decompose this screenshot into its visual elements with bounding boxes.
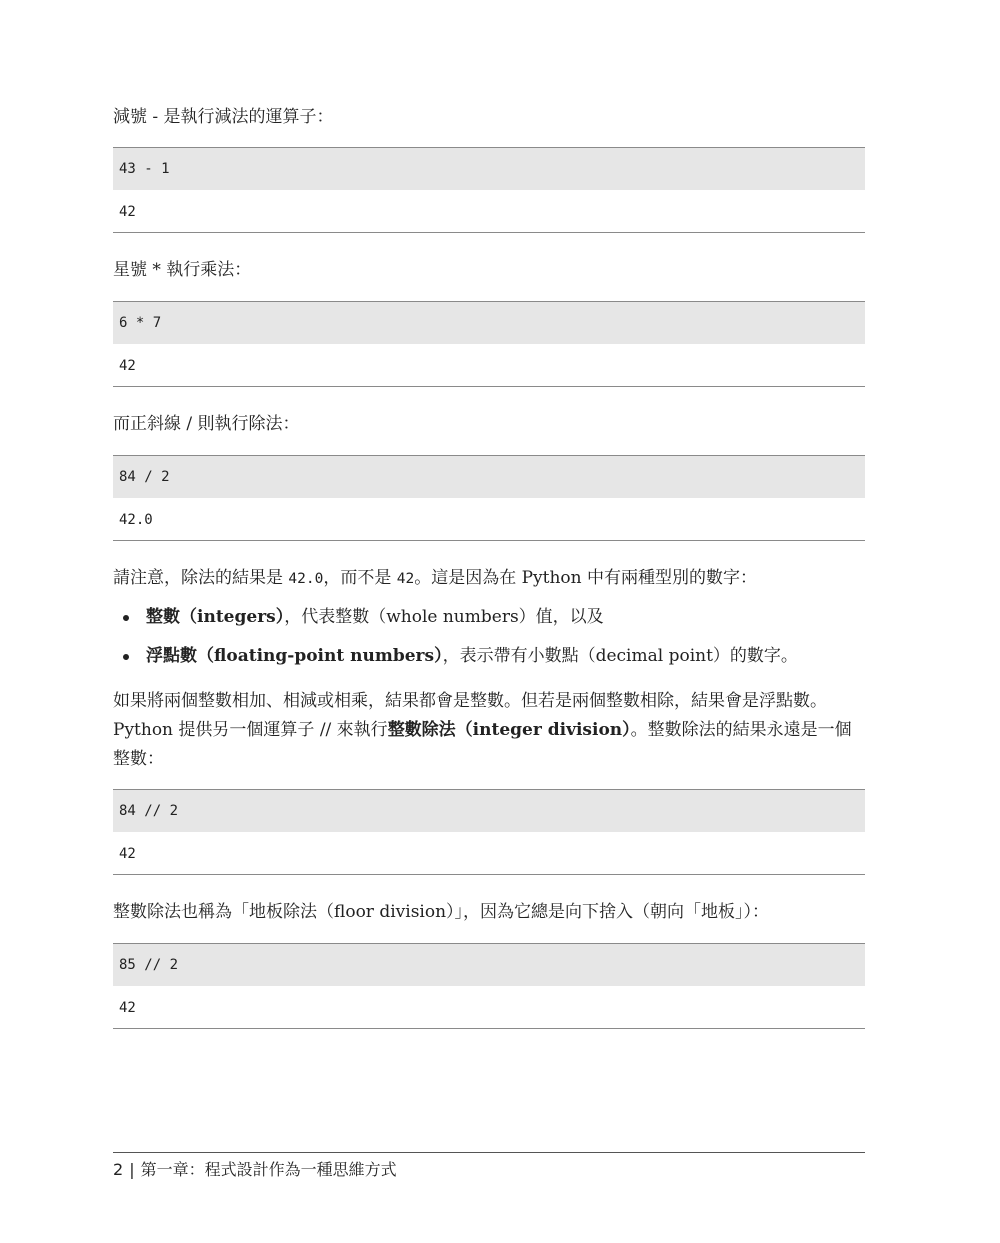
code-input: 85 // 2 (113, 944, 865, 986)
footer-divider (113, 1152, 865, 1153)
code-output: 42 (119, 358, 136, 374)
text: ，而不是 (323, 568, 397, 588)
text: 。這是因為在 Python 中有兩種型別的數字： (414, 568, 758, 588)
code-block-division (113, 455, 865, 541)
chapter-title: 第一章：程式設計作為一種思維方式 (140, 1160, 397, 1179)
bullet-list (113, 603, 865, 681)
bold-term: 整數（integers） (146, 607, 285, 627)
bold-term: 整數除法（integer division） (387, 720, 631, 740)
code-output: 42 (119, 846, 136, 862)
bold-term: 浮點數（floating-point numbers） (146, 646, 443, 666)
text: ，代表整數（whole numbers）值，以及 (284, 607, 604, 627)
list-item (113, 603, 865, 642)
paragraph-division: 而正斜線 / 則執行除法： (113, 414, 300, 434)
code-input: 6 * 7 (113, 302, 865, 344)
code-block-floor-division (113, 943, 865, 1029)
paragraph-integer-division (113, 687, 865, 774)
code-output: 42.0 (119, 512, 153, 528)
list-item (113, 642, 865, 681)
paragraph-multiplication: 星號 * 執行乘法： (113, 260, 252, 280)
code-block-subtraction (113, 147, 865, 233)
inline-code: 42.0 (288, 571, 324, 587)
bullet-icon (123, 654, 129, 660)
paragraph-subtraction: 減號 - 是執行減法的運算子： (113, 107, 334, 127)
inline-code: 42 (396, 571, 415, 587)
code-input: 43 - 1 (113, 148, 865, 190)
code-input: 84 // 2 (113, 790, 865, 832)
page-footer (113, 1158, 397, 1182)
paragraph-floor-division: 整數除法也稱為「地板除法（floor division）」，因為它總是向下捨入（朝向「地板」）： (113, 902, 770, 922)
code-block-multiplication (113, 301, 865, 387)
code-output: 42 (119, 1000, 136, 1016)
code-output: 42 (119, 204, 136, 220)
code-block-integer-division (113, 789, 865, 875)
paragraph-number-types (113, 564, 865, 594)
text: 如果將兩個整數相加、相減或相乘，結果都會是整數。但若是兩個整數相除，結果會是浮點數。Python 提供另一個運算子 // 來執行 (113, 691, 827, 740)
bullet-icon (123, 615, 129, 621)
text: 請注意，除法的結果是 (113, 568, 289, 588)
page-number: 2 (113, 1160, 124, 1179)
text: 。整數除法的結果永遠是一個整數： (113, 720, 852, 769)
code-input: 84 / 2 (113, 456, 865, 498)
footer-separator: | (129, 1160, 135, 1179)
text: ，表示帶有小數點（decimal point）的數字。 (442, 646, 798, 666)
